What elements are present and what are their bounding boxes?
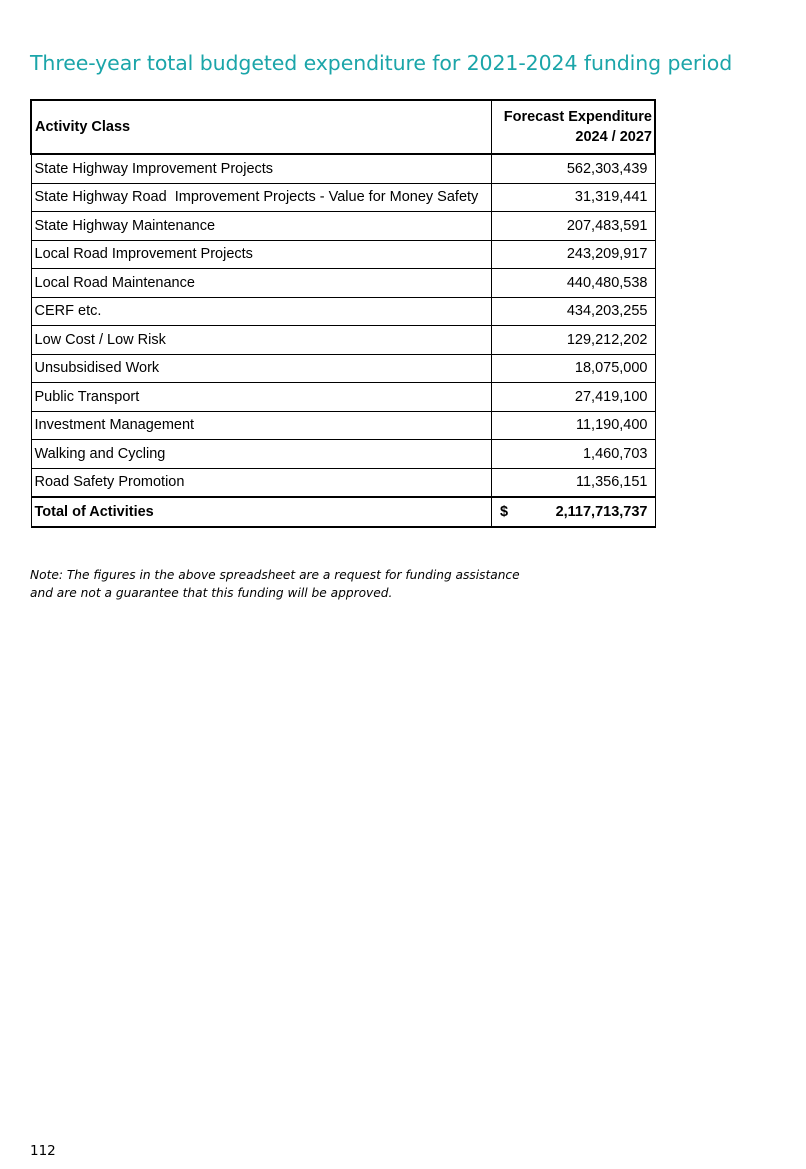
total-cell — [491, 497, 655, 527]
table-header-row — [31, 100, 655, 154]
row-label: Local Road Improvement Projects — [31, 240, 491, 269]
table-row — [31, 411, 655, 440]
row-label: Walking and Cycling — [31, 440, 491, 469]
table-row — [31, 383, 655, 412]
header-forecast-line1: Forecast Expenditure — [503, 109, 652, 125]
row-label: Low Cost / Low Risk — [31, 326, 491, 355]
table-row — [31, 183, 655, 212]
funding-note — [30, 566, 520, 602]
row-label: State Highway Road Improvement Projects - Value for Money Safety — [31, 183, 491, 212]
table-row — [31, 326, 655, 355]
header-forecast-line2: 2024 / 2027 — [575, 129, 652, 145]
row-value: 27,419,100 — [491, 383, 655, 412]
page-number: 112 — [30, 1143, 56, 1159]
total-currency: $ — [499, 503, 509, 520]
page-title: Three-year total budgeted expenditure for 2021-2024 funding period — [30, 51, 733, 75]
row-value: 1,460,703 — [491, 440, 655, 469]
row-value: 129,212,202 — [491, 326, 655, 355]
table-row — [31, 212, 655, 241]
row-value: 11,356,151 — [491, 468, 655, 497]
table-row — [31, 240, 655, 269]
row-value: 207,483,591 — [491, 212, 655, 241]
row-value: 31,319,441 — [491, 183, 655, 212]
note-line2: and are not a guarantee that this funding will be approved. — [30, 586, 393, 600]
row-value: 243,209,917 — [491, 240, 655, 269]
row-value: 18,075,000 — [491, 354, 655, 383]
table-row — [31, 354, 655, 383]
row-label: Public Transport — [31, 383, 491, 412]
expenditure-table — [30, 99, 656, 528]
header-forecast-expenditure — [491, 100, 655, 154]
row-value: 562,303,439 — [491, 154, 655, 183]
row-value: 440,480,538 — [491, 269, 655, 298]
total-label: Total of Activities — [31, 497, 491, 527]
table-row — [31, 468, 655, 497]
row-label: Road Safety Promotion — [31, 468, 491, 497]
row-label: State Highway Maintenance — [31, 212, 491, 241]
total-value: 2,117,713,737 — [555, 503, 648, 520]
table-row — [31, 440, 655, 469]
row-label: Local Road Maintenance — [31, 269, 491, 298]
header-activity-class: Activity Class — [31, 100, 491, 154]
table-row — [31, 269, 655, 298]
row-value: 11,190,400 — [491, 411, 655, 440]
row-label: CERF etc. — [31, 297, 491, 326]
note-line1: Note: The figures in the above spreadsheet are a request for funding assistance — [30, 568, 520, 582]
row-label: Unsubsidised Work — [31, 354, 491, 383]
total-row — [31, 497, 655, 527]
row-label: Investment Management — [31, 411, 491, 440]
table-row — [31, 297, 655, 326]
table-row — [31, 154, 655, 183]
row-label: State Highway Improvement Projects — [31, 154, 491, 183]
row-value: 434,203,255 — [491, 297, 655, 326]
